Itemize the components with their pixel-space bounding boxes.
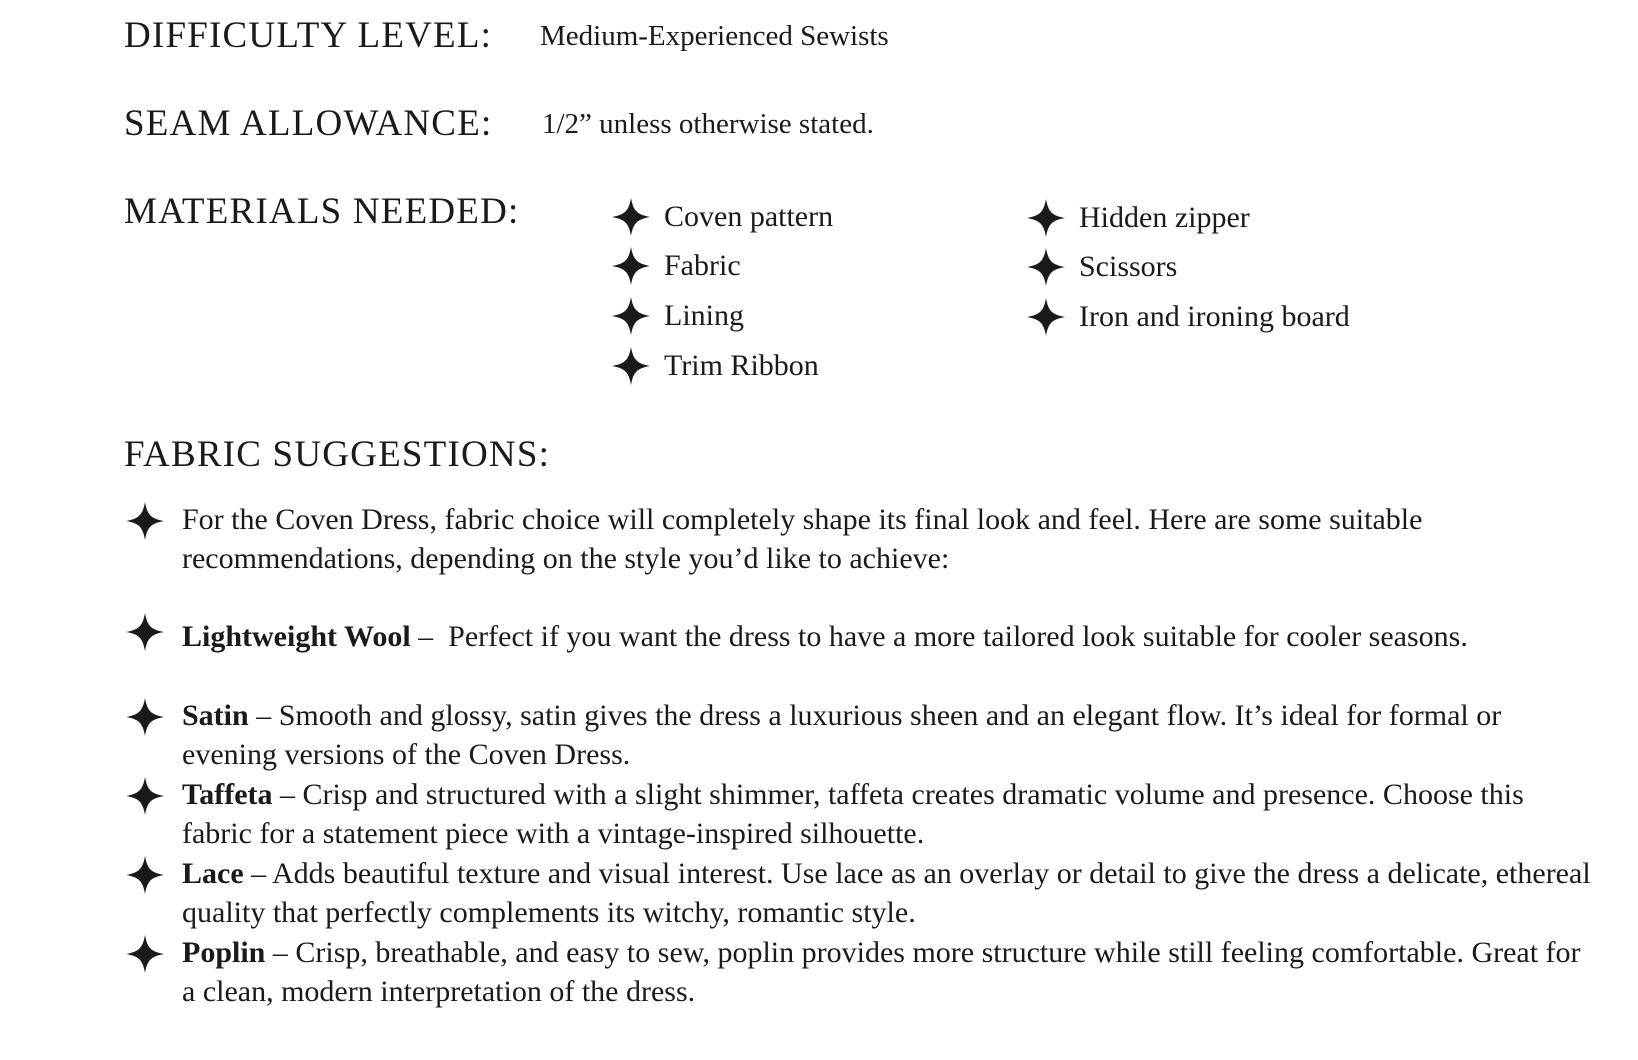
material-item-label: Lining <box>664 299 744 332</box>
four-point-star-icon <box>126 698 164 736</box>
four-point-star-icon <box>126 777 164 815</box>
four-point-star-icon <box>612 297 650 335</box>
material-item <box>612 197 833 237</box>
fabric-name: Satin <box>182 699 249 732</box>
fabric-suggestion-text <box>182 933 1594 1011</box>
four-point-star-icon <box>1027 248 1065 286</box>
fabric-description: Perfect if you want the dress to have a more tailored look suitable for cooler seasons. <box>448 620 1468 653</box>
material-item-label: Coven pattern <box>664 200 834 233</box>
material-item <box>612 296 744 336</box>
fabric-description: Crisp, breathable, and easy to sew, poplin provides more structure while still feeling comfortable. Great for a clean, modern interpretation of the dress. <box>182 936 1581 1008</box>
four-point-star-icon <box>1027 199 1065 237</box>
material-item <box>1027 297 1350 337</box>
fabric-suggestion-text <box>182 617 1594 656</box>
fabric-separator: – <box>248 699 279 732</box>
fabric-intro-text: For the Coven Dress, fabric choice will completely shape its final look and feel. Here are some suitable recommendations, depending on the style you’d like to achieve: <box>182 503 1423 575</box>
material-item-label: Trim Ribbon <box>664 349 819 382</box>
fabric-description: Crisp and structured with a slight shimmer, taffeta creates dramatic volume and presence. Choose this fabric for a statement piece with a vintage-inspired silhouette. <box>182 778 1524 850</box>
four-point-star-icon <box>126 935 164 973</box>
four-point-star-icon <box>126 502 164 540</box>
material-item <box>612 346 819 386</box>
fabric-separator: – <box>272 778 303 811</box>
four-point-star-icon <box>126 856 164 894</box>
four-point-star-icon <box>1027 298 1065 336</box>
fabric-suggestion-text <box>182 775 1594 853</box>
fabric-suggestion-text <box>182 696 1594 774</box>
fabric-name: Lightweight Wool <box>182 620 411 653</box>
seam-allowance-heading: SEAM ALLOWANCE: <box>124 103 493 144</box>
material-item <box>612 246 741 286</box>
fabric-separator: – <box>243 857 272 890</box>
fabric-separator: – <box>265 936 296 969</box>
fabric-name: Taffeta <box>182 778 273 811</box>
materials-needed-heading: MATERIALS NEEDED: <box>124 191 520 232</box>
fabric-name: Lace <box>182 857 244 890</box>
fabric-name: Poplin <box>182 936 266 969</box>
fabric-suggestions-heading: FABRIC SUGGESTIONS: <box>124 434 551 475</box>
material-item-label: Hidden zipper <box>1079 201 1250 234</box>
difficulty-level-value: Medium-Experienced Sewists <box>540 20 889 52</box>
fabric-description: Adds beautiful texture and visual interest. Use lace as an overlay or detail to give the dress a delicate, ethereal quality that perfectly complements its witchy, romantic style. <box>182 857 1591 929</box>
material-item <box>1027 247 1177 287</box>
four-point-star-icon <box>126 613 164 651</box>
material-item <box>1027 198 1250 238</box>
difficulty-level-heading: DIFFICULTY LEVEL: <box>124 15 493 56</box>
four-point-star-icon <box>612 247 650 285</box>
seam-allowance-value: 1/2” unless otherwise stated. <box>542 108 874 140</box>
fabric-suggestion-text <box>182 854 1594 932</box>
fabric-description: Smooth and glossy, satin gives the dress a luxurious sheen and an elegant flow. It’s ideal for formal or evening versions of the Coven Dress. <box>182 699 1502 771</box>
material-item-label: Iron and ironing board <box>1079 300 1350 333</box>
fabric-separator: – <box>410 620 449 653</box>
four-point-star-icon <box>612 198 650 236</box>
material-item-label: Fabric <box>664 249 741 282</box>
material-item-label: Scissors <box>1079 250 1178 283</box>
four-point-star-icon <box>612 347 650 385</box>
